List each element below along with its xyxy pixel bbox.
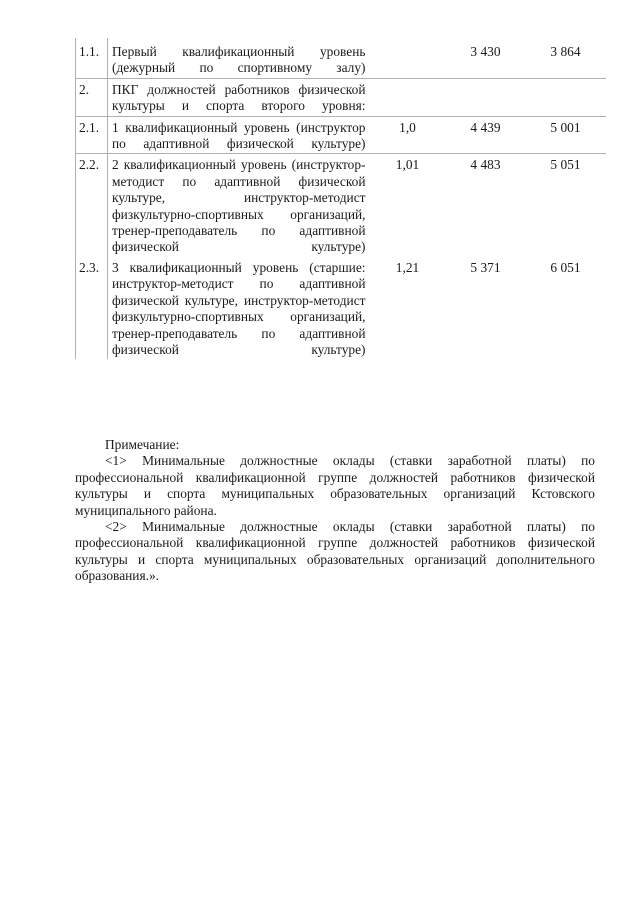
notes-section [75, 437, 595, 585]
row-coefficient [370, 38, 446, 78]
note-2: <2> Минимальные должностные оклады (ставки заработной платы) по профессиональной квалификационной группе должностей работников физической культуры и спорта муниципальных образовательных организаций дополнительного образования.». [75, 519, 595, 584]
row-salary-1: 5 371 [470, 259, 501, 275]
row-coefficient: 1,0 [370, 116, 446, 154]
table-row [76, 116, 606, 154]
row-salary-1 [446, 78, 526, 116]
row-description: 1 квалификационный уровень (инструктор по адаптивной физической культуре) [108, 116, 370, 154]
notes-title: Примечание: [105, 437, 180, 452]
row-salary-1: 4 483 [446, 154, 526, 257]
row-salary-2: 5 001 [526, 116, 606, 154]
note-1: <1> Минимальные должностные оклады (ставки заработной платы) по профессиональной квалификационной группе должностей работников физической культуры и спорта муниципальных образовательных организаций Кстовского муниципального района. [75, 453, 595, 518]
row-description: Первый квалификационный уровень (дежурный по спортивному залу) [108, 38, 370, 78]
row-salary-2: 6 051 [550, 259, 581, 275]
row-number: 2.2. [76, 154, 108, 257]
row-number: 2. [76, 78, 108, 116]
salary-table [75, 38, 606, 359]
row-description: 3 квалификационный уровень (старшие: инструктор-методист по адаптивной физической культуре, инструктор-методист физкультурно-спортивных организаций, тренер-преподаватель по адаптивной физической культуре) [108, 257, 370, 359]
row-salary-2 [526, 78, 606, 116]
table-row [76, 78, 606, 116]
table-row [76, 38, 606, 78]
row-coefficient [370, 78, 446, 116]
row-salary-1: 3 430 [470, 44, 501, 59]
row-coefficient: 1,21 [395, 259, 420, 275]
row-number: 2.3. [76, 257, 108, 359]
row-description: 2 квалификационный уровень (инструктор-методист по адаптивной физической культуре, инструктор-методист физкультурно-спортивных организаций, тренер-преподаватель по адаптивной физической культуре) [108, 154, 370, 257]
row-salary-2: 5 051 [526, 154, 606, 257]
row-salary-2: 3 864 [550, 44, 581, 59]
row-coefficient: 1,01 [370, 154, 446, 257]
table-row [76, 154, 606, 257]
row-number: 2.1. [76, 116, 108, 154]
table-row [76, 257, 606, 359]
row-description: ПКГ должностей работников физической культуры и спорта второго уровня: [108, 78, 370, 116]
row-salary-1: 4 439 [446, 116, 526, 154]
row-number: 1.1. [76, 38, 108, 78]
